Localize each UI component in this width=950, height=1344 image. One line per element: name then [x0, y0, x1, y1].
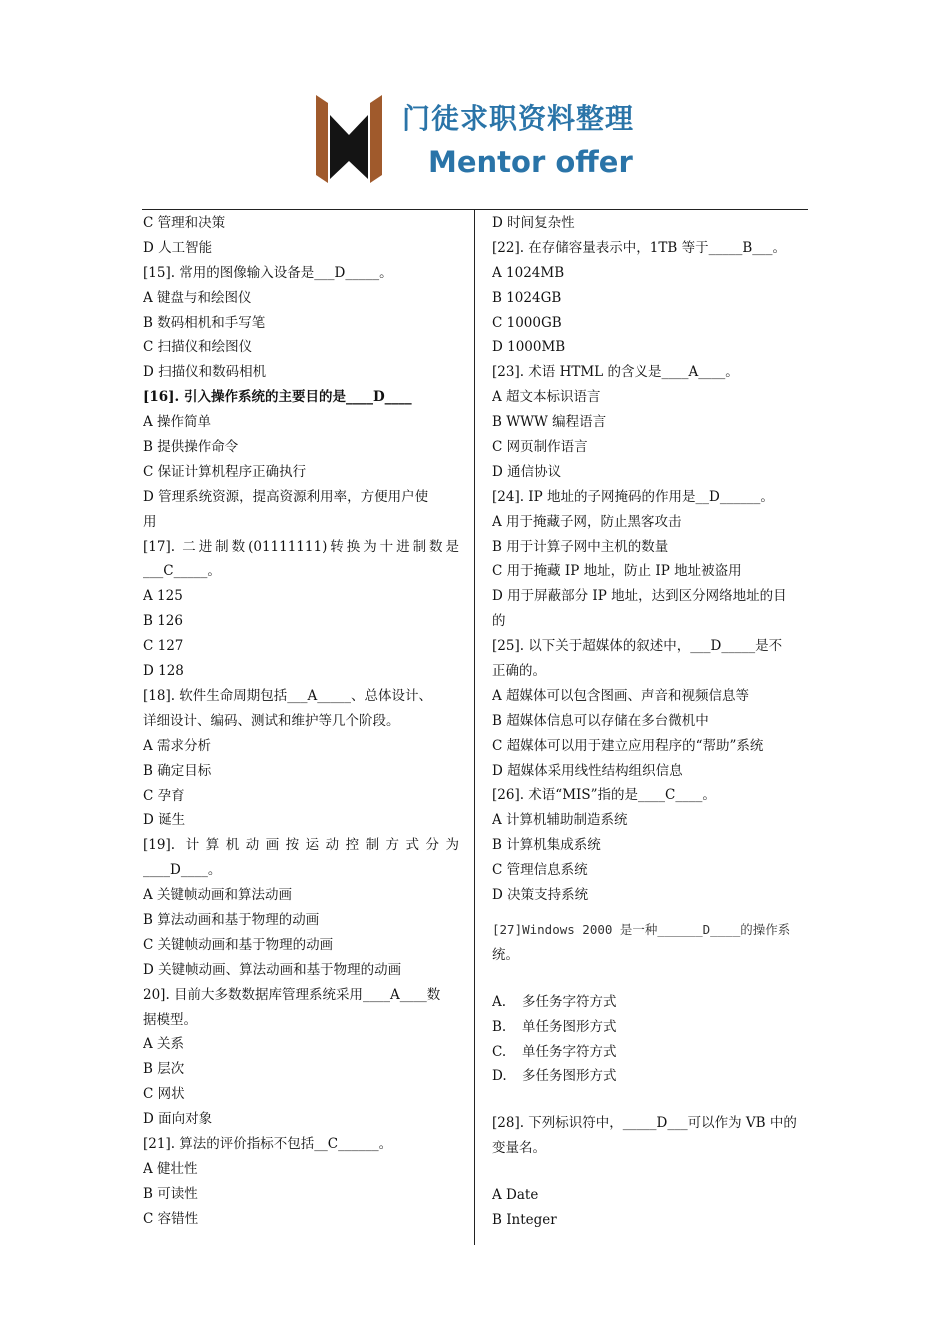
question-16: [16]. 引入操作系统的主要目的是____D____	[143, 389, 412, 406]
option-line: B 超媒体信息可以存储在多台微机中	[492, 712, 709, 729]
option-line: B 数码相机和手写笔	[143, 314, 266, 331]
option-line: C 管理和决策	[143, 215, 226, 231]
option-text: 多任务图形方式	[522, 1068, 617, 1085]
option-line: D 决策支持系统	[492, 887, 589, 904]
option-text: 单任务图形方式	[522, 1018, 617, 1035]
option-line: B 确定目标	[143, 762, 212, 779]
option-line: C 用于掩藏 IP 地址，防止 IP 地址被盗用	[492, 563, 742, 580]
option-line: D 面向对象	[143, 1111, 213, 1128]
option-line: B 提供操作命令	[143, 439, 239, 456]
option-line: A 超文本标识语言	[492, 389, 601, 406]
q27-option	[492, 1015, 808, 1040]
option-text: 多任务字符方式	[522, 993, 617, 1010]
option-line: 的	[492, 613, 506, 630]
right-column	[492, 211, 808, 1233]
option-line: D 超媒体采用线性结构组织信息	[492, 762, 683, 779]
option-letter: B.	[492, 1018, 507, 1035]
option-line: D 时间复杂性	[492, 215, 575, 231]
spacer	[492, 1089, 808, 1111]
question-17-cont: ___C_____。	[143, 563, 221, 580]
option-line: B Integer	[492, 1211, 557, 1228]
question-25-cont: 正确的。	[492, 663, 546, 680]
option-line: A 用于掩藏子网，防止黑客攻击	[492, 513, 682, 530]
option-line: B 126	[143, 613, 183, 630]
question-28: [28]. 下列标识符中，_____D___可以作为 VB 中的	[492, 1115, 797, 1132]
question-15: [15]. 常用的图像输入设备是___D_____。	[143, 264, 393, 281]
spacer	[492, 908, 808, 918]
left-column	[143, 211, 459, 1232]
option-line: A 超媒体可以包含图画、声音和视频信息等	[492, 687, 750, 704]
question-28-cont: 变量名。	[492, 1140, 546, 1157]
option-line: A 关键帧动画和算法动画	[143, 887, 293, 904]
option-line: C 网页制作语言	[492, 439, 588, 456]
spacer	[492, 968, 808, 990]
option-line: C 1000GB	[492, 314, 562, 331]
option-line: A 健壮性	[143, 1160, 198, 1177]
option-line: D 诞生	[143, 812, 186, 829]
question-18-cont: 详细设计、编码、测试和维护等几个阶段。	[143, 712, 400, 729]
question-24: [24]. IP 地址的子网掩码的作用是__D______。	[492, 488, 774, 505]
option-text: 单任务字符方式	[522, 1043, 617, 1060]
column-divider	[474, 209, 475, 1245]
question-26: [26]. 术语“MIS”指的是____C____。	[492, 787, 716, 804]
q27-option	[492, 1064, 808, 1089]
option-line: B 用于计算子网中主机的数量	[492, 538, 669, 555]
option-line: A 1024MB	[492, 264, 565, 281]
question-18: [18]. 软件生命周期包括___A_____、总体设计、	[143, 687, 433, 704]
option-line: A 关系	[143, 1036, 185, 1053]
option-line: D 1000MB	[492, 339, 566, 356]
option-line: D 扫描仪和数码相机	[143, 364, 267, 381]
option-line: B 层次	[143, 1061, 185, 1078]
option-line: B 计算机集成系统	[492, 837, 601, 854]
option-line: A 需求分析	[143, 737, 212, 754]
option-line: C 管理信息系统	[492, 862, 588, 879]
option-line: C 127	[143, 638, 184, 655]
question-17: [17]. 二进制数(01111111)转换为十进制数是	[143, 538, 459, 555]
option-line: C 超媒体可以用于建立应用程序的“帮助”系统	[492, 737, 764, 754]
spacer	[492, 1161, 808, 1183]
logo-chinese-text: 门徒求职资料整理	[402, 102, 635, 135]
question-27: [27]Windows 2000 是一种______D____的操作系	[492, 921, 791, 937]
option-line: C 孕育	[143, 787, 185, 804]
question-20: 20]. 目前大多数数据库管理系统采用____A____数	[143, 986, 441, 1003]
q27-option	[492, 1040, 808, 1065]
mentor-logo-icon	[316, 95, 382, 183]
option-line: D 管理系统资源，提高资源利用率，方便用户使	[143, 488, 429, 505]
option-line: D 128	[143, 663, 184, 680]
question-22: [22]. 在存储容量表示中，1TB 等于_____B___。	[492, 239, 787, 256]
option-line: C 网状	[143, 1086, 185, 1103]
option-line: C 扫描仪和绘图仪	[143, 339, 253, 356]
question-19: [19]. 计算机动画按运动控制方式分为	[143, 837, 459, 854]
option-line: A 125	[143, 588, 183, 605]
q27-option	[492, 990, 808, 1015]
question-25: [25]. 以下关于超媒体的叙述中，___D_____是不	[492, 638, 783, 655]
option-line: A 计算机辅助制造系统	[492, 812, 628, 829]
question-19-cont: ____D____。	[143, 862, 222, 879]
option-letter: D.	[492, 1068, 507, 1085]
option-line: D 通信协议	[492, 463, 562, 480]
option-line: A 操作简单	[143, 414, 212, 431]
question-21: [21]. 算法的评价指标不包括__C______。	[143, 1135, 393, 1152]
option-line: C 保证计算机程序正确执行	[143, 463, 307, 480]
question-20-cont: 据模型。	[143, 1011, 197, 1028]
logo-english-text: Mentor offer	[428, 145, 633, 179]
option-line: D 人工智能	[143, 239, 213, 256]
option-line: D 用于屏蔽部分 IP 地址，达到区分网络地址的目	[492, 588, 787, 605]
option-line: B 1024GB	[492, 289, 562, 306]
option-line: B 算法动画和基于物理的动画	[143, 911, 320, 928]
option-letter: A.	[492, 993, 507, 1010]
option-line: 用	[143, 513, 157, 530]
question-27-cont: 统。	[492, 946, 519, 963]
logo	[316, 95, 636, 185]
option-line: D 关键帧动画、算法动画和基于物理的动画	[143, 961, 402, 978]
option-line: C 关键帧动画和基于物理的动画	[143, 936, 334, 953]
option-line: C 容错性	[143, 1210, 199, 1227]
option-line: B WWW 编程语言	[492, 414, 607, 431]
question-23: [23]. 术语 HTML 的含义是____A____。	[492, 364, 739, 381]
option-letter: C.	[492, 1043, 507, 1060]
option-line: A Date	[492, 1187, 539, 1204]
option-line: B 可读性	[143, 1185, 198, 1202]
option-line: A 键盘与和绘图仪	[143, 289, 252, 306]
header-divider	[142, 209, 808, 210]
